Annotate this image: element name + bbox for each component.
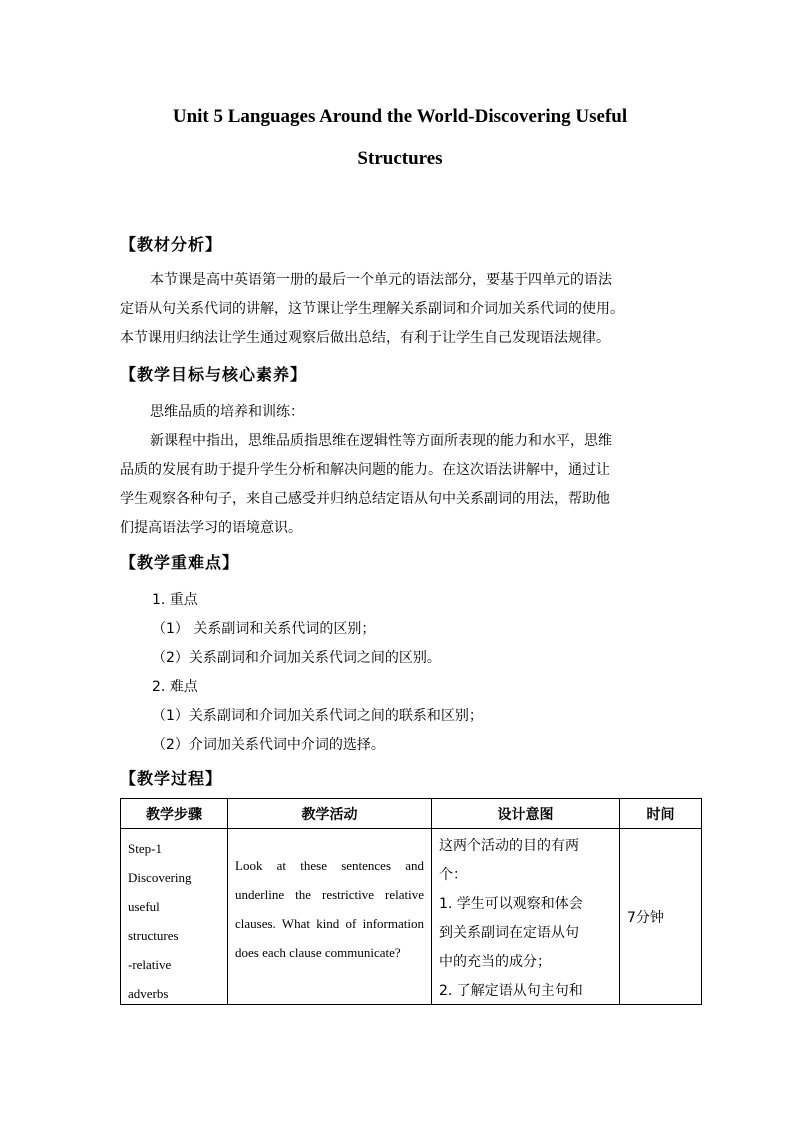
step-line: -relative bbox=[128, 957, 172, 972]
table-cell-activity bbox=[228, 829, 432, 1005]
analysis-text-line-1: 本节课是高中英语第一册的最后一个单元的语法部分，要基于四单元的语法 bbox=[150, 272, 612, 288]
table-cell-design bbox=[432, 829, 620, 1005]
design-line: 1. 学生可以观察和体会 bbox=[439, 896, 583, 912]
activity-text: Look at these sentences and underline the restrictive relative clauses. What kind of information does each clause communicate? bbox=[235, 858, 424, 960]
section-heading-analysis: 【教材分析】 bbox=[120, 235, 223, 254]
section-heading-process: 【教学过程】 bbox=[120, 769, 223, 788]
table-header-cell: 教学步骤 bbox=[121, 799, 228, 829]
keypoints-item-2: （1） 关系副词和关系代词的区别； bbox=[152, 621, 376, 637]
table-cell-step bbox=[121, 829, 228, 1005]
process-table bbox=[120, 798, 702, 1005]
keypoints-item-3: （2）关系副词和介词加关系代词之间的区别。 bbox=[152, 650, 441, 666]
design-line: 个： bbox=[439, 867, 467, 883]
step-line: useful bbox=[128, 899, 160, 914]
table-header-cell: 设计意图 bbox=[432, 799, 620, 829]
analysis-text-line-2: 定语从句关系代词的讲解，这节课让学生理解关系副词和介词加关系代词的使用。 bbox=[120, 301, 624, 317]
section-heading-keypoints: 【教学重难点】 bbox=[120, 553, 240, 572]
step-line: adverbs bbox=[128, 986, 169, 1001]
goals-text-line-2: 新课程中指出，思维品质指思维在逻辑性等方面所表现的能力和水平，思维 bbox=[150, 433, 612, 449]
design-line: 这两个活动的目的有两 bbox=[439, 838, 579, 854]
step-line: structures bbox=[128, 928, 179, 943]
design-line: 到关系副词在定语从句 bbox=[439, 925, 579, 941]
table-row bbox=[121, 829, 702, 1005]
step-line: Step-1 bbox=[128, 841, 162, 856]
design-line: 2. 了解定语从句主句和 bbox=[439, 983, 583, 999]
goals-text-line-5: 们提高语法学习的语境意识。 bbox=[120, 520, 302, 536]
design-line: 中的充当的成分； bbox=[439, 954, 551, 970]
keypoints-item-5: （1）关系副词和介词加关系代词之间的联系和区别； bbox=[152, 708, 483, 724]
document-title-line-2: Structures bbox=[357, 148, 443, 169]
table-header-row bbox=[121, 799, 702, 829]
section-heading-goals: 【教学目标与核心素养】 bbox=[120, 365, 308, 384]
document-title-line-1: Unit 5 Languages Around the World-Discovering Useful bbox=[172, 106, 628, 127]
analysis-text-line-3: 本节课用归纳法让学生通过观察后做出总结，有利于让学生自己发现语法规律。 bbox=[120, 330, 610, 346]
goals-text-line-3: 品质的发展有助于提升学生分析和解决问题的能力。在这次语法讲解中，通过让 bbox=[120, 462, 610, 478]
goals-text-line-4: 学生观察各种句子，来自己感受并归纳总结定语从句中关系副词的用法，帮助他 bbox=[120, 491, 610, 507]
keypoints-item-4: 2. 难点 bbox=[152, 679, 198, 695]
table-cell-time: 7分钟 bbox=[620, 829, 702, 1005]
step-line: Discovering bbox=[128, 870, 192, 885]
keypoints-item-6: （2）介词加关系代词中介词的选择。 bbox=[152, 737, 385, 753]
table-header-cell: 时间 bbox=[620, 799, 702, 829]
keypoints-item-1: 1. 重点 bbox=[152, 592, 198, 608]
goals-text-line-1: 思维品质的培养和训练： bbox=[150, 404, 304, 420]
table-header-cell: 教学活动 bbox=[228, 799, 432, 829]
